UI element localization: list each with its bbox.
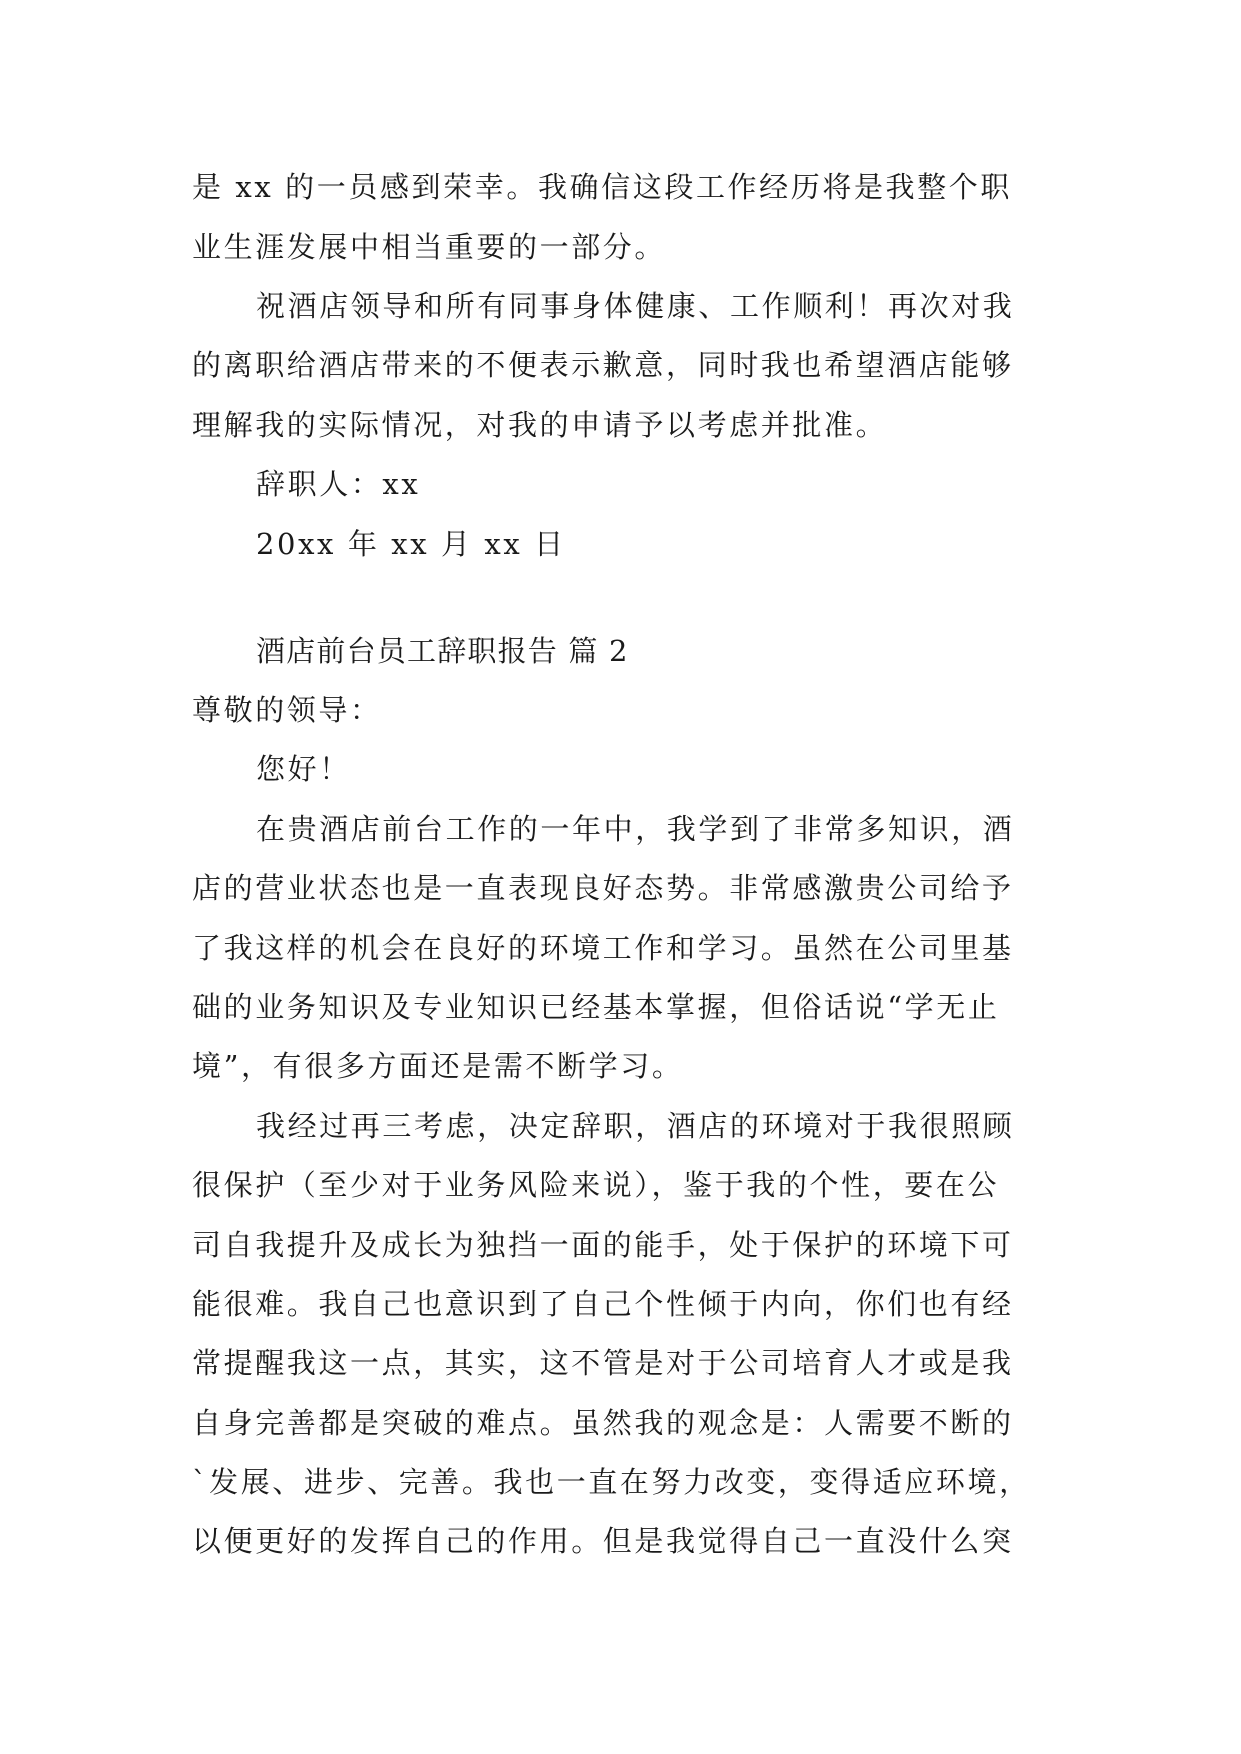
text-line: 常提醒我这一点，其实，这不管是对于公司培育人才或是我 (192, 1346, 1014, 1380)
text-line: 了我这样的机会在良好的环境工作和学习。虽然在公司里基 (192, 931, 1014, 965)
text-line: 店的营业状态也是一直表现良好态势。非常感激贵公司给予 (192, 871, 1014, 905)
text-line: 我经过再三考虑，决定辞职，酒店的环境对于我很照顾 (256, 1109, 1015, 1143)
text-line: `发展、进步、完善。我也一直在努力改变，变得适应环境， (192, 1465, 1031, 1499)
text-line: 是 xx 的一员感到荣幸。我确信这段工作经历将是我整个职 (192, 170, 1012, 204)
text-line: 的离职给酒店带来的不便表示歉意，同时我也希望酒店能够 (192, 348, 1014, 382)
text-line: 以便更好的发挥自己的作用。但是我觉得自己一直没什么突 (192, 1524, 1014, 1558)
text-line: 业生涯发展中相当重要的一部分。 (192, 230, 667, 264)
text-line: 很保护（至少对于业务风险来说），鉴于我的个性，要在公 (192, 1168, 1000, 1202)
text-line: 司自我提升及成长为独挡一面的能手，处于保护的环境下可 (192, 1228, 1014, 1262)
text-line: 能很难。我自己也意识到了自己个性倾于内向，你们也有经 (192, 1287, 1014, 1321)
salutation: 尊敬的领导： (192, 693, 382, 727)
text-line: 祝酒店领导和所有同事身体健康、工作顺利！再次对我 (256, 289, 1015, 323)
text-line: 境”，有很多方面还是需不断学习。 (192, 1049, 684, 1083)
date: 20xx 年 xx 月 xx 日 (256, 527, 566, 561)
greeting: 您好！ (256, 752, 351, 786)
signature: 辞职人：xx (256, 467, 421, 501)
text-line: 自身完善都是突破的难点。虽然我的观念是：人需要不断的 (192, 1406, 1014, 1440)
text-line: 理解我的实际情况，对我的申请予以考虑并批准。 (192, 408, 888, 442)
section-title: 酒店前台员工辞职报告 篇 2 (256, 634, 629, 668)
text-line: 在贵酒店前台工作的一年中，我学到了非常多知识，酒 (256, 812, 1015, 846)
text-line: 础的业务知识及专业知识已经基本掌握，但俗话说“学无止 (192, 990, 1000, 1024)
